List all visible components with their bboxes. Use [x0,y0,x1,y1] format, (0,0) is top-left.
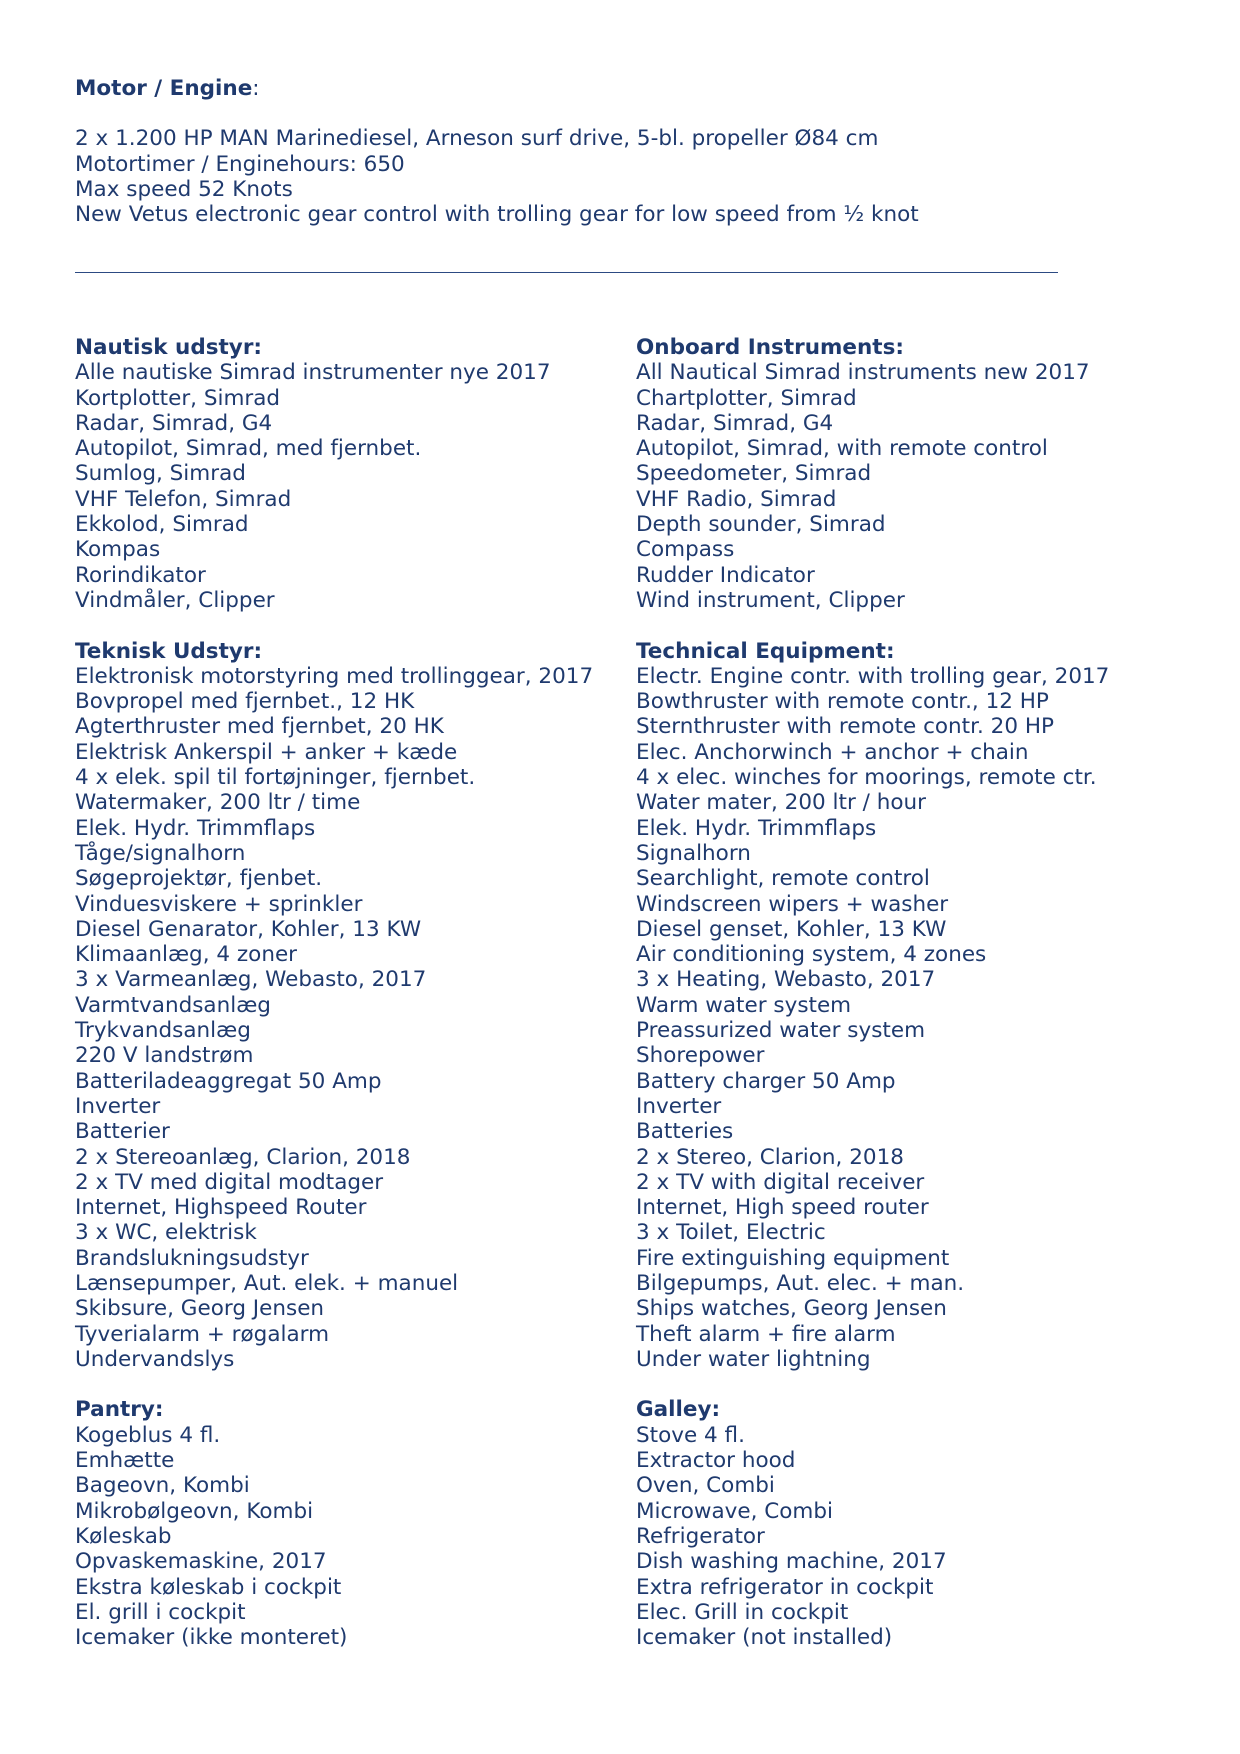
list-item: Tyverialarm + røgalarm [75,1321,330,1347]
list-item: 3 x Toilet, Electric [636,1220,826,1246]
list-item: Wind instrument, Clipper [636,587,905,613]
list-item: 2 x Stereo, Clarion, 2018 [636,1144,904,1170]
list-item: Sumlog, Simrad [75,461,246,487]
list-item: 3 x Varmeanlæg, Webasto, 2017 [75,967,427,993]
list-item: Varmtvandsanlæg [75,992,271,1018]
equipment-list [75,664,615,1372]
list-item: Under water lightning [636,1346,871,1372]
list-item: Air conditioning system, 4 zones [636,942,987,968]
list-item: Autopilot, Simrad, med fjernbet. [75,436,422,462]
section-teknisk-udstyr [75,639,615,1373]
list-item: Opvaskemaskine, 2017 [75,1549,327,1575]
list-item: Bilgepumps, Aut. elec. + man. [636,1270,965,1296]
list-item: Icemaker (not installed) [636,1625,893,1651]
english-column [636,335,1196,1676]
list-item: Internet, Highspeed Router [75,1195,367,1221]
section-title: Nautisk udstyr: [75,335,263,360]
equipment-list [636,1423,1196,1651]
list-item: Ekkolod, Simrad [75,512,249,538]
list-item: 2 x TV med digital modtager [75,1169,384,1195]
list-item: Dish washing machine, 2017 [636,1549,947,1575]
section-title: Teknisk Udstyr: [75,638,263,664]
list-item: Windscreen wipers + washer [636,891,949,917]
separator-rule [75,272,1058,273]
section-onboard-instruments [636,335,1196,613]
list-item: Elektronisk motorstyring med trollinggear, 2017 [75,663,594,689]
section-nautisk-udstyr [75,335,615,613]
list-item: Fire extinguishing equipment [636,1245,950,1271]
list-item: Diesel Genarator, Kohler, 13 KW [75,916,422,942]
engine-line: Max speed 52 Knots [75,176,293,202]
list-item: Batteriladeaggregat 50 Amp [75,1068,382,1094]
list-item: 4 x elec. winches for moorings, remote ctr. [636,765,1097,791]
list-item: Internet, High speed router [636,1195,929,1221]
list-item: Radar, Simrad, G4 [636,410,834,436]
engine-line: 2 x 1.200 HP MAN Marinediesel, Arneson surf drive, 5-bl. propeller Ø84 cm [75,126,879,152]
list-item: 2 x Stereoanlæg, Clarion, 2018 [75,1144,411,1170]
list-item: 2 x TV with digital receiver [636,1169,925,1195]
list-item: Brandslukningsudstyr [75,1245,309,1271]
engine-heading-text: Motor / Engine [75,76,253,101]
list-item: Chartplotter, Simrad [636,385,857,411]
list-item: Undervandslys [75,1346,235,1372]
list-item: VHF Radio, Simrad [636,486,837,512]
list-item: 220 V landstrøm [75,1043,254,1069]
list-item: Oven, Combi [636,1473,775,1499]
list-item: Extractor hood [636,1448,796,1474]
list-item: Emhætte [75,1448,175,1474]
list-item: Alle nautiske Simrad instrumenter nye 2017 [75,360,551,386]
engine-heading-colon: : [252,76,260,101]
list-item: Elek. Hydr. Trimmflaps [75,815,316,841]
list-item: Kompas [75,537,161,563]
list-item: Trykvandsanlæg [75,1018,251,1044]
engine-heading [75,76,1075,101]
list-item: Theft alarm + fire alarm [636,1321,896,1347]
list-item: Extra refrigerator in cockpit [636,1574,934,1600]
list-item: Ships watches, Georg Jensen [636,1296,947,1322]
list-item: Elec. Grill in cockpit [636,1599,849,1625]
list-item: Electr. Engine contr. with trolling gear, 2017 [636,663,1110,689]
list-item: Stove 4 fl. [636,1422,745,1448]
list-item: Watermaker, 200 ltr / time [75,790,361,816]
list-item: Searchlight, remote control [636,866,930,892]
list-item: Water mater, 200 ltr / hour [636,790,926,816]
list-item: 3 x Heating, Webasto, 2017 [636,967,936,993]
list-item: Elec. Anchorwinch + anchor + chain [636,739,1029,765]
list-item: Tåge/signalhorn [75,840,246,866]
list-item: Inverter [75,1093,161,1119]
list-item: Icemaker (ikke monteret) [75,1625,348,1651]
engine-section [75,76,1075,227]
list-item: El. grill i cockpit [75,1599,246,1625]
list-item: Kogeblus 4 fl. [75,1422,221,1448]
list-item: Inverter [636,1093,722,1119]
danish-column [75,335,615,1676]
list-item: Vinduesviskere + sprinkler [75,891,363,917]
list-item: Compass [636,537,735,563]
section-title: Galley: [636,1397,721,1423]
section-technical-equipment [636,639,1196,1373]
list-item: Diesel genset, Kohler, 13 KW [636,916,947,942]
list-item: Autopilot, Simrad, with remote control [636,436,1048,462]
section-title: Technical Equipment: [636,638,895,664]
list-item: Søgeprojektør, fjenbet. [75,866,323,892]
list-item: Lænsepumper, Aut. elek. + manuel [75,1270,459,1296]
list-item: Vindmåler, Clipper [75,587,275,613]
list-item: Elektrisk Ankerspil + anker + kæde [75,739,458,765]
list-item: Radar, Simrad, G4 [75,410,273,436]
list-item: Klimaanlæg, 4 zoner [75,942,298,968]
list-item: Batterier [75,1119,170,1145]
list-item: Sternthruster with remote contr. 20 HP [636,714,1054,740]
equipment-list [636,360,1196,613]
list-item: Køleskab [75,1523,172,1549]
list-item: Skibsure, Georg Jensen [75,1296,325,1322]
list-item: Kortplotter, Simrad [75,385,281,411]
list-item: 3 x WC, elektrisk [75,1220,257,1246]
list-item: Agterthruster med fjernbet, 20 HK [75,714,444,740]
list-item: Ekstra køleskab i cockpit [75,1574,342,1600]
equipment-list [75,360,615,613]
engine-line: New Vetus electronic gear control with trolling gear for low speed from ½ knot [75,202,919,228]
list-item: Rorindikator [75,562,206,588]
list-item: Bageovn, Kombi [75,1473,250,1499]
engine-line: Motortimer / Enginehours: 650 [75,151,405,177]
list-item: Mikrobølgeovn, Kombi [75,1498,314,1524]
list-item: Refrigerator [636,1523,765,1549]
list-item: Depth sounder, Simrad [636,512,886,538]
list-item: VHF Telefon, Simrad [75,486,292,512]
list-item: 4 x elek. spil til fortøjninger, fjernbet. [75,765,476,791]
section-pantry [75,1397,615,1650]
section-title: Onboard Instruments: [636,335,904,360]
list-item: Shorepower [636,1043,765,1069]
list-item: Signalhorn [636,840,751,866]
equipment-list [75,1423,615,1651]
list-item: Preassurized water system [636,1018,926,1044]
list-item: All Nautical Simrad instruments new 2017 [636,360,1090,386]
list-item: Elek. Hydr. Trimmflaps [636,815,877,841]
equipment-list [636,664,1196,1372]
list-item: Bowthruster with remote contr., 12 HP [636,689,1049,715]
list-item: Battery charger 50 Amp [636,1068,896,1094]
section-galley [636,1397,1196,1650]
list-item: Speedometer, Simrad [636,461,872,487]
section-title: Pantry: [75,1397,164,1423]
list-item: Warm water system [636,992,852,1018]
list-item: Microwave, Combi [636,1498,833,1524]
list-item: Bovpropel med fjernbet., 12 HK [75,689,415,715]
list-item: Rudder Indicator [636,562,815,588]
list-item: Batteries [636,1119,734,1145]
